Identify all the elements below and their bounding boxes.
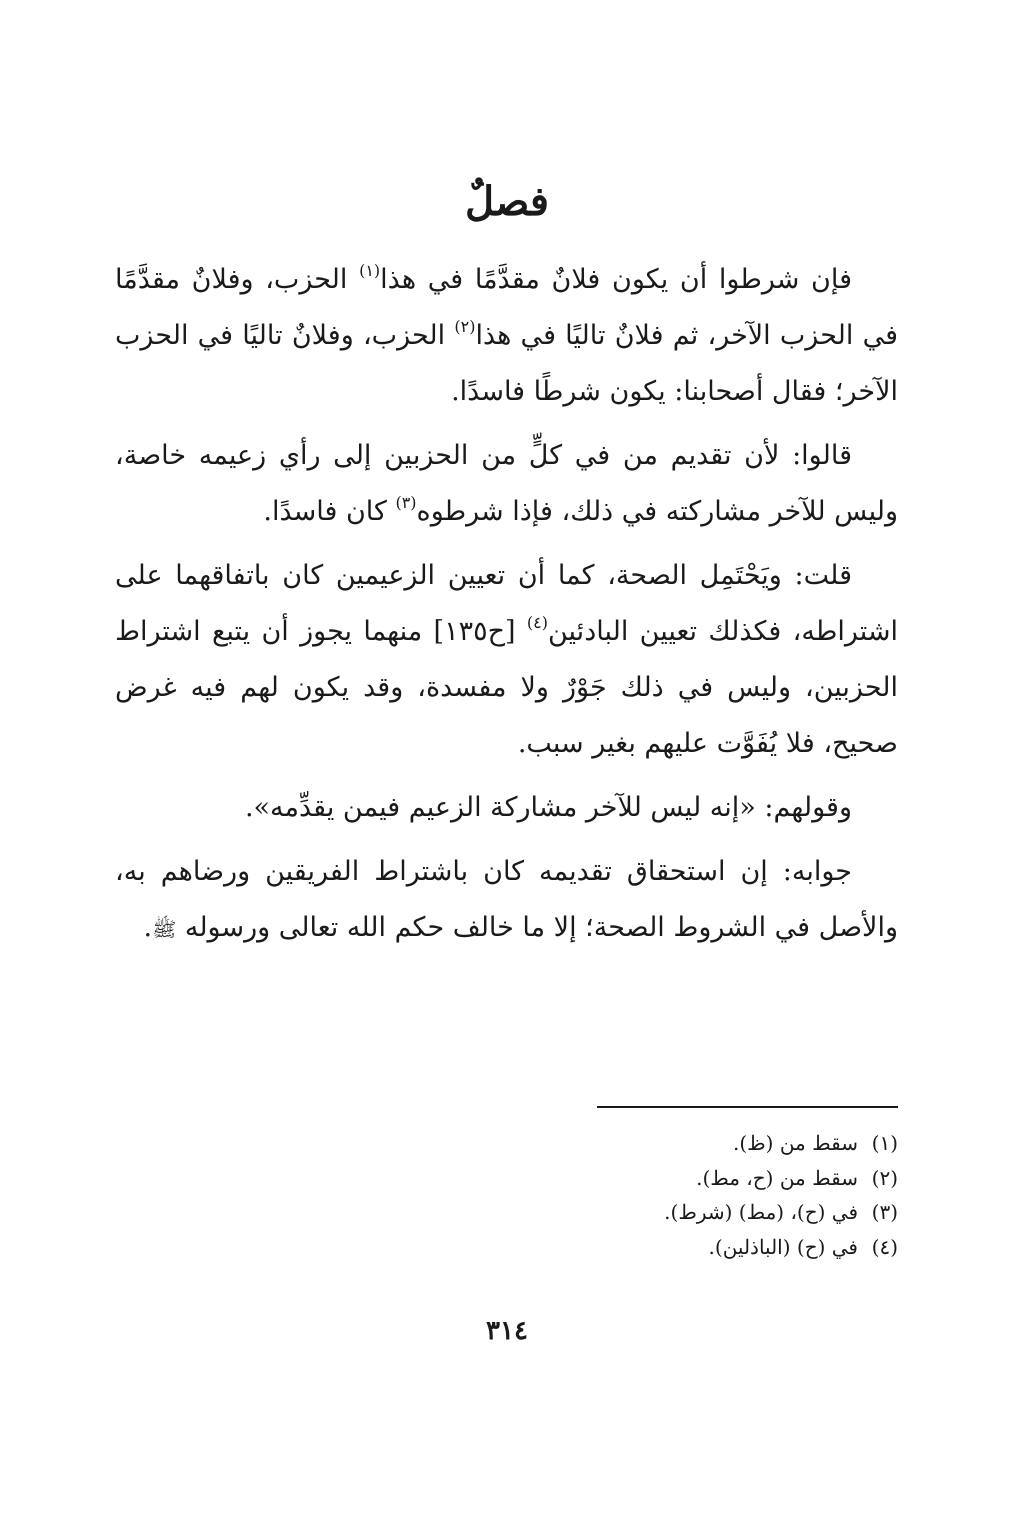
main-text <box>115 252 898 957</box>
section-heading: فصلٌ <box>464 178 550 225</box>
paragraph-2 <box>115 428 898 540</box>
footnote-ref-1: (١) <box>359 261 381 280</box>
text-run: قلت: ويَحْتَمِل الصحة، كما أن تعيين الزعيمين كان باتفاقهما على اشتراطه، فكذلك تعيين البادئين <box>115 560 898 647</box>
footnote-ref-4: (٤) <box>526 613 548 632</box>
footnote-item <box>300 1195 898 1230</box>
footnote-item <box>300 1161 898 1196</box>
footnote-item <box>300 1126 898 1161</box>
footnotes-list <box>300 1126 898 1264</box>
footnote-separator <box>597 1106 898 1108</box>
footnote-number: (٤) <box>871 1234 898 1259</box>
honorific-glyph: ﷺ <box>152 917 177 941</box>
footnote-text: سقط من (ح، مط). <box>696 1165 858 1190</box>
footnote-number: (٣) <box>871 1200 898 1224</box>
footnote-number: (٢) <box>871 1165 898 1190</box>
footnote-ref-2: (٢) <box>454 317 476 336</box>
text-run: جوابه: إن استحقاق تقديمه كان باشتراط الفريقين ورضاهم به، والأصل في الشروط الصحة؛ إلا ما خالف حكم الله تعالى ورسوله <box>115 856 898 943</box>
text-run: كان فاسدًا. <box>263 496 396 527</box>
paragraph-4: وقولهم: «إنه ليس للآخر مشاركة الزعيم فيمن يقدِّمه». <box>244 792 852 823</box>
footnote-item <box>300 1230 898 1265</box>
paragraph-3 <box>115 548 898 772</box>
text-run: قالوا: لأن تقديم من في كلٍّ من الحزبين إلى رأي زعيمه خاصة، وليس للآخر مشاركته في ذلك، فإذا شرطوه <box>115 440 898 527</box>
footnote-ref-3: (٣) <box>395 493 417 512</box>
text-run: الحزب، وفلانٌ تاليًا في الحزب الآخر؛ فقال أصحابنا: يكون شرطًا فاسدًا. <box>115 320 898 407</box>
paragraph-1 <box>115 252 898 420</box>
footnote-text: في (ح)، (مط) (شرط). <box>664 1200 858 1224</box>
paragraph-5 <box>115 844 898 957</box>
page-number: ٣١٤ <box>486 1316 528 1346</box>
footnote-text: سقط من (ظ). <box>733 1131 858 1155</box>
footnote-text: في (ح) (الباذلين). <box>708 1234 858 1259</box>
text-run: [ح١٣٥] منهما يجوز أن يتبع اشتراط الحزبين، وليس في ذلك جَوْرٌ ولا مفسدة، وقد يكون لهم فيه غرض صحيح، فلا يُفَوَّت عليهم بغير سبب. <box>115 616 898 759</box>
footnote-number: (١) <box>871 1131 898 1155</box>
text-run: . <box>143 912 153 943</box>
text-run: الحزب، وفلانٌ مقدَّمًا في الحزب الآخر، ثم فلانٌ تاليًا في هذا <box>115 264 898 351</box>
text-run: فإن شرطوا أن يكون فلانٌ مقدَّمًا في هذا <box>380 264 852 295</box>
